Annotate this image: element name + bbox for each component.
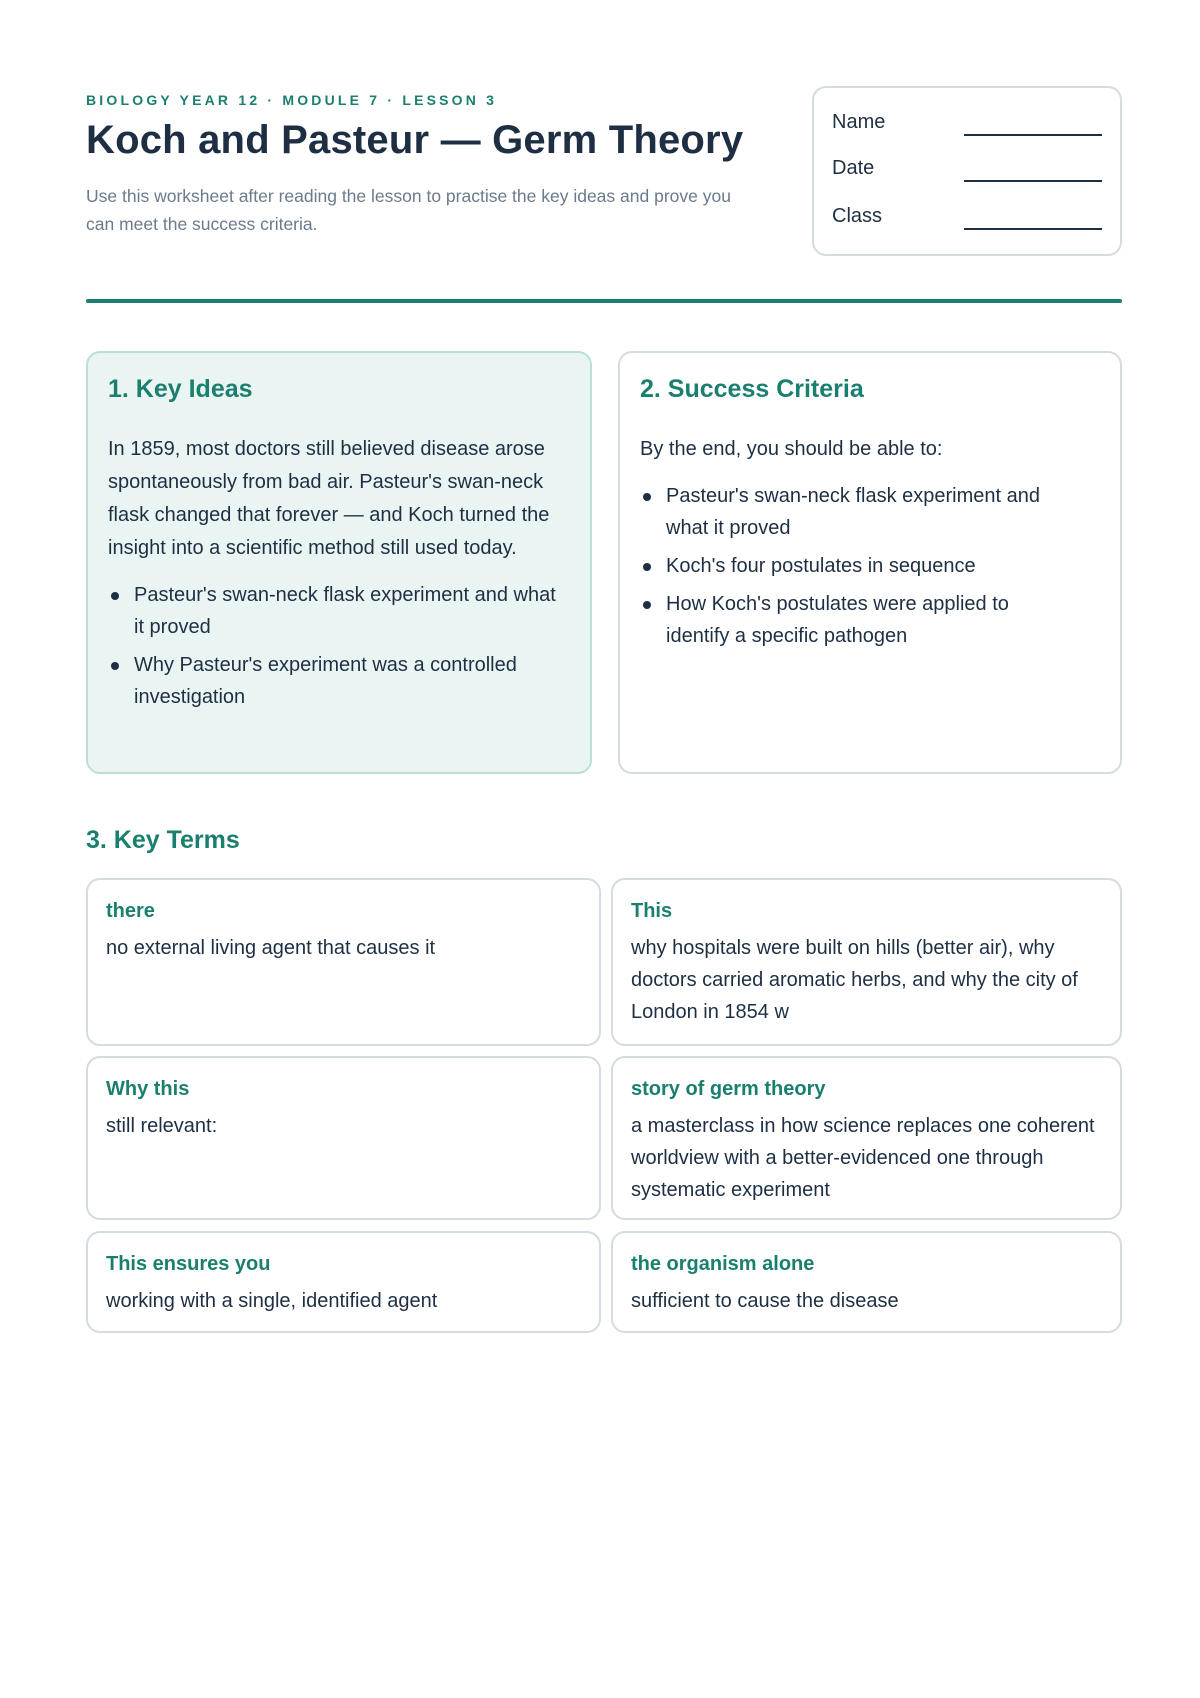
bullet-icon <box>643 493 651 501</box>
key-ideas-intro: In 1859, most doctors still believed disease arose spontaneously from bad air. Pasteur's swan-neck flask changed that forever — and Koch turned the insight into a scientific method still used today. <box>108 438 550 559</box>
date-row <box>832 152 1102 182</box>
class-field[interactable] <box>964 228 1102 230</box>
key-term-name: story of germ theory <box>631 1078 826 1100</box>
bullet-icon <box>111 662 119 670</box>
key-terms-heading: 3. Key Terms <box>86 826 240 854</box>
key-term-card <box>86 878 601 1046</box>
student-details-box <box>812 86 1122 256</box>
header-divider <box>86 299 1122 303</box>
name-row <box>832 106 1102 136</box>
key-term-definition: sufficient to cause the disease <box>631 1290 899 1312</box>
key-term-card <box>611 1231 1122 1333</box>
key-term-definition: working with a single, identified agent <box>106 1290 438 1312</box>
key-term-definition: a masterclass in how science replaces one coherent worldview with a better-evidenced one through systematic experiment <box>631 1115 1095 1201</box>
key-term-definition: no external living agent that causes it <box>106 937 436 959</box>
page-title: Koch and Pasteur — Germ Theory <box>86 118 744 162</box>
bullet-icon <box>643 601 651 609</box>
date-label: Date <box>832 157 875 179</box>
key-term-name: there <box>106 900 155 922</box>
key-ideas-card <box>86 351 592 774</box>
key-term-card <box>86 1056 601 1220</box>
key-term-name: This ensures you <box>106 1253 271 1275</box>
list-item: Pasteur's swan-neck flask experiment and what it proved <box>640 480 1050 544</box>
key-term-name: This <box>631 900 673 922</box>
key-term-definition: why hospitals were built on hills (better air), why doctors carried aromatic herbs, and why the city of London in 1854 w <box>631 937 1078 1023</box>
success-criteria-intro: By the end, you should be able to: <box>640 438 943 460</box>
key-ideas-list <box>108 579 568 713</box>
bullet-icon <box>643 563 651 571</box>
key-term-card <box>611 878 1122 1046</box>
list-item: How Koch's postulates were applied to identify a specific pathogen <box>640 588 1050 652</box>
success-criteria-heading: 2. Success Criteria <box>640 375 864 403</box>
class-label: Class <box>832 205 883 227</box>
success-criteria-card <box>618 351 1122 774</box>
bullet-icon <box>111 592 119 600</box>
date-field[interactable] <box>964 180 1102 182</box>
class-row <box>832 200 1102 230</box>
list-item: Pasteur's swan-neck flask experiment and what it proved <box>108 579 568 643</box>
name-label: Name <box>832 111 886 133</box>
list-item: Koch's four postulates in sequence <box>640 550 1050 582</box>
success-criteria-list <box>640 480 1050 652</box>
list-item: Why Pasteur's experiment was a controlled investigation <box>108 649 568 713</box>
key-term-name: Why this <box>106 1078 190 1100</box>
name-field[interactable] <box>964 134 1102 136</box>
key-term-name: the organism alone <box>631 1253 815 1275</box>
key-term-definition: still relevant: <box>106 1115 218 1137</box>
page-subtitle: Use this worksheet after reading the lesson to practise the key ideas and prove you can meet the success criteria. <box>86 186 731 234</box>
key-term-card <box>611 1056 1122 1220</box>
key-ideas-heading: 1. Key Ideas <box>108 375 253 403</box>
lesson-eyebrow: BIOLOGY YEAR 12 · MODULE 7 · LESSON 3 <box>86 92 498 108</box>
key-term-card <box>86 1231 601 1333</box>
